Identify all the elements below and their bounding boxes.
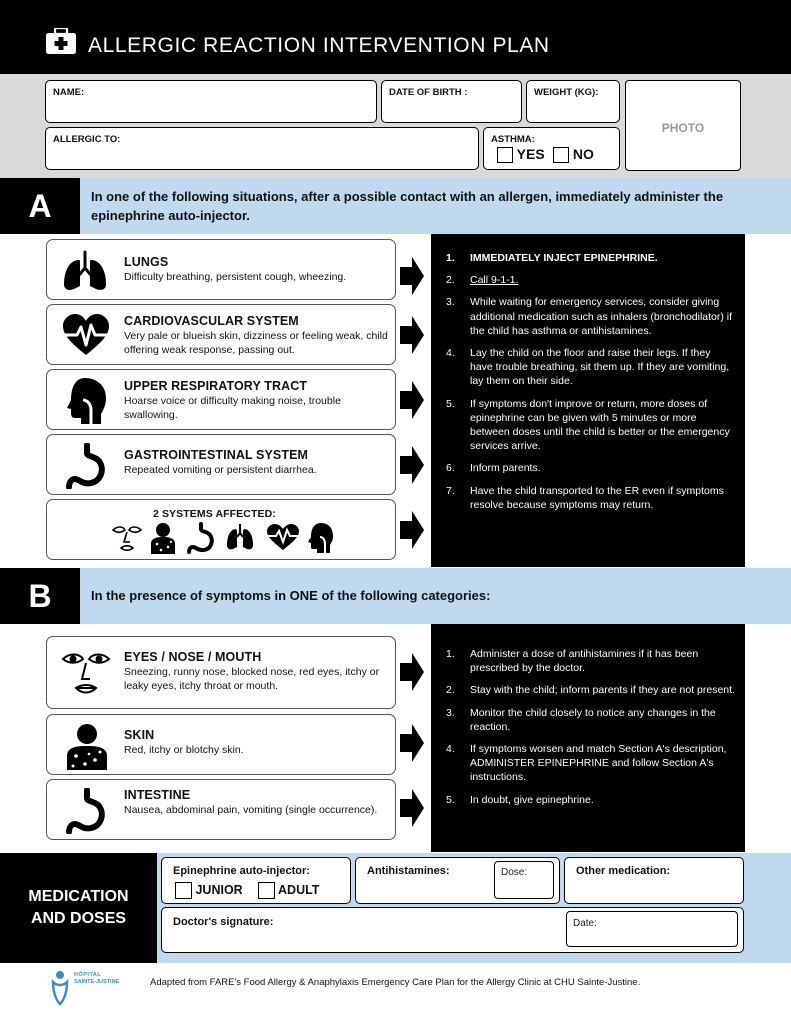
section-a-letter: A	[0, 178, 80, 234]
symptom-box-gastrointestinal	[46, 434, 396, 495]
other-medication-label: Other medication:	[576, 865, 671, 877]
logo-line1: HÔPITAL	[74, 972, 102, 978]
section-a-instruction: In one of the following situations, after a possible contact with an allergen, immediately administer the epinephrine auto-injector.	[91, 189, 724, 223]
junior-checkbox[interactable]	[175, 882, 192, 899]
dose-label: Dose:	[501, 867, 528, 878]
symptom-title-gastrointestinal: GASTROINTESTINAL SYSTEM	[124, 448, 309, 462]
page-title: ALLERGIC REACTION INTERVENTION PLAN	[88, 34, 550, 57]
heart-pulse-icon	[61, 313, 111, 357]
asthma-yes-checkbox[interactable]	[497, 147, 513, 163]
asthma-no-checkbox[interactable]	[553, 147, 569, 163]
step-item: 5. In doubt, give epinephrine.	[446, 793, 594, 806]
symptom-box-lungs	[46, 239, 396, 300]
logo-line2: SAINTE-JUSTINE	[74, 979, 120, 985]
symptom-box-skin	[46, 714, 396, 775]
symptom-box-upper-respiratory	[46, 369, 396, 430]
head-throat-icon	[63, 376, 109, 426]
symptom-desc-eyes-nose-mouth: Sneezing, runny nose, blocked nose, red eyes, itchy or leaky eyes, itchy throat or mouth.	[124, 666, 380, 692]
hospital-logo-icon	[50, 970, 70, 1006]
symptom-desc-intestine: Nausea, abdominal pain, vomiting (single occurrence).	[124, 804, 378, 816]
allergic-to-field[interactable]	[45, 127, 479, 170]
adult-option[interactable]	[258, 882, 319, 899]
section-a-steps	[446, 251, 736, 520]
doctor-signature-field[interactable]	[161, 907, 744, 953]
antihistamines-field[interactable]	[355, 857, 560, 904]
photo-label: PHOTO	[661, 121, 705, 135]
symptom-desc-gastrointestinal: Repeated vomiting or persistent diarrhea.	[124, 464, 317, 476]
first-aid-kit-icon	[46, 28, 76, 54]
arrow-right-icon	[400, 653, 424, 691]
section-b-instruction: In the presence of symptoms in ONE of the following categories:	[91, 588, 491, 603]
date-of-birth-field[interactable]	[381, 80, 522, 123]
arrow-right-icon	[400, 724, 424, 762]
asthma-no-option[interactable]	[553, 146, 594, 163]
date-label: Date:	[573, 918, 597, 929]
step-item: 1. Administer a dose of antihistamines if it has been prescribed by the doctor.	[446, 648, 699, 675]
two-systems-label: 2 SYSTEMS AFFECTED:	[153, 508, 276, 520]
symptom-title-cardiovascular: CARDIOVASCULAR SYSTEM	[124, 314, 299, 328]
symptom-desc-skin: Red, itchy or blotchy skin.	[124, 744, 244, 756]
section-b-steps	[446, 647, 736, 815]
arrow-right-icon	[400, 316, 424, 354]
stomach-icon	[65, 788, 107, 834]
lungs-icon	[61, 250, 109, 292]
section-b-instructions-panel	[431, 624, 745, 852]
adult-checkbox[interactable]	[258, 882, 275, 899]
adult-label: ADULT	[278, 882, 320, 897]
step-item: 4. If symptoms worsen and match Section A's description, ADMINISTER EPINEPHRINE and follow Section A's instructions.	[446, 743, 727, 784]
face-icon	[113, 527, 141, 550]
footer-credit: Adapted from FARE's Food Allergy & Anaphylaxis Emergency Care Plan for the Allergy Clinic at CHU Sainte-Justine.	[150, 977, 641, 988]
arrow-right-icon	[400, 511, 424, 549]
section-b-header	[80, 568, 791, 624]
symptom-box-two-systems	[46, 499, 396, 560]
dob-label: DATE OF BIRTH :	[389, 87, 468, 98]
weight-label: WEIGHT (KG):	[534, 87, 599, 98]
stomach-icon	[65, 443, 107, 489]
step-item: 3. While waiting for emergency services, consider giving additional medication such as inhalers (bronchodilator) if the child has asthma or antihistamines.	[446, 296, 733, 337]
symptom-title-lungs: LUNGS	[124, 255, 169, 269]
step-item: 4. Lay the child on the floor and raise their legs. If they have trouble breathing, sit them up. If they are vomiting, lay them on their side.	[446, 347, 730, 388]
section-b-letter: B	[0, 568, 80, 624]
antihistamines-label: Antihistamines:	[367, 865, 450, 877]
systems-icon-row	[111, 522, 333, 554]
name-field[interactable]	[45, 80, 377, 123]
symptom-title-intestine: INTESTINE	[124, 788, 191, 802]
skin-rash-icon	[65, 722, 109, 770]
step-item: 7. Have the child transported to the ER even if symptoms resolve because symptoms may return.	[446, 484, 724, 511]
medication-title-line2: AND DOSES	[30, 910, 127, 927]
face-icon	[61, 651, 111, 697]
asthma-yes-option[interactable]	[497, 146, 545, 163]
asthma-yes-label: YES	[516, 146, 545, 162]
date-field[interactable]	[566, 911, 738, 947]
allergic-to-label: ALLERGIC TO:	[53, 134, 121, 145]
photo-box[interactable]	[625, 80, 741, 171]
header-bar	[0, 0, 791, 74]
step-item: 2. Stay with the child; inform parents if they are not present.	[446, 684, 735, 697]
section-a-header	[80, 178, 791, 234]
junior-label: JUNIOR	[195, 882, 243, 897]
medication-title-line1: MEDICATION	[28, 888, 129, 905]
symptom-desc-cardiovascular: Very pale or blueish skin, dizziness or feeling weak, child offering weak response, passing out.	[124, 330, 388, 356]
asthma-label: ASTHMA:	[491, 134, 535, 145]
symptom-title-upper-respiratory: UPPER RESPIRATORY TRACT	[124, 379, 308, 393]
weight-field[interactable]	[526, 80, 620, 123]
symptom-box-intestine	[46, 779, 396, 840]
step-item: 2. Call 9-1-1.	[446, 274, 519, 287]
name-label: NAME:	[53, 87, 85, 98]
other-medication-field[interactable]	[564, 857, 744, 904]
arrow-right-icon	[400, 381, 424, 419]
skin-rash-icon	[151, 523, 175, 554]
asthma-no-label: NO	[572, 146, 594, 162]
junior-option[interactable]	[175, 882, 243, 899]
epinephrine-field	[161, 857, 351, 904]
symptom-desc-upper-respiratory: Hoarse voice or difficulty making noise, trouble swallowing.	[124, 395, 341, 421]
step-item: 1. IMMEDIATELY INJECT EPINEPHRINE.	[446, 252, 658, 264]
stomach-icon	[189, 524, 212, 552]
section-a-instructions-panel	[431, 234, 745, 567]
hospital-logo	[50, 968, 130, 1014]
symptom-box-cardiovascular	[46, 304, 396, 365]
symptom-title-skin: SKIN	[124, 728, 155, 742]
symptom-box-eyes-nose-mouth	[46, 636, 396, 709]
symptom-title-eyes-nose-mouth: EYES / NOSE / MOUTH	[124, 650, 262, 664]
medication-heading-block	[0, 853, 157, 963]
arrow-right-icon	[400, 789, 424, 827]
dose-field[interactable]	[494, 861, 554, 899]
heart-pulse-icon	[267, 524, 299, 550]
doctor-signature-label: Doctor's signature:	[173, 916, 274, 928]
epinephrine-label: Epinephrine auto-injector:	[173, 865, 310, 877]
arrow-right-icon	[400, 446, 424, 484]
arrow-right-icon	[400, 257, 424, 295]
symptom-desc-lungs: Difficulty breathing, persistent cough, wheezing.	[124, 271, 347, 283]
step-item: 5. If symptoms don't improve or return, more doses of epinephrine can be given with 5 minutes or more between doses until the child is better or the emergency services arrive.	[446, 397, 730, 453]
step-item: 6. Inform parents.	[446, 462, 541, 475]
head-throat-icon	[308, 523, 333, 553]
lungs-icon	[227, 524, 253, 549]
step-item: 3. Monitor the child closely to notice any changes in the reaction.	[446, 706, 716, 733]
